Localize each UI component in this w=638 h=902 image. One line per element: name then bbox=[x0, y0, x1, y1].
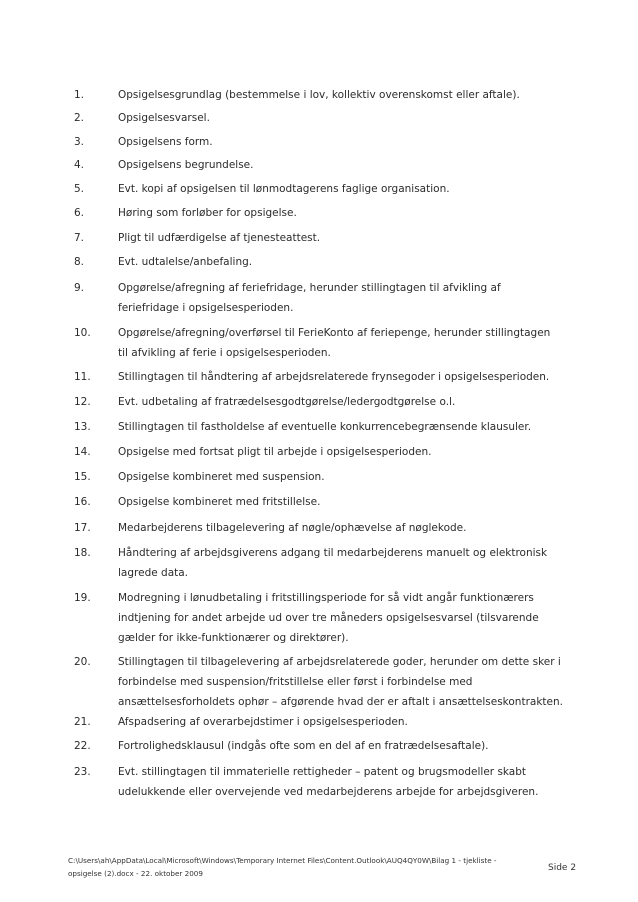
item-number: 10. bbox=[74, 327, 91, 339]
item-number: 3. bbox=[74, 136, 85, 148]
footer-document-name: opsigelse (2).docx - 22. oktober 2009 bbox=[68, 869, 203, 878]
item-number: 5. bbox=[74, 183, 85, 195]
item-text: Evt. stillingtagen til immaterielle rettigheder – patent og brugsmodeller skabt udelukkende eller overvejende ved medarbejderens arbejde for arbejdsgiveren. bbox=[118, 766, 539, 798]
item-number: 11. bbox=[74, 371, 91, 383]
item-text: Opsigelsesgrundlag (bestemmelse i lov, kollektiv overenskomst eller aftale). bbox=[118, 89, 520, 101]
item-text: Opsigelse med fortsat pligt til arbejde i opsigelsesperioden. bbox=[118, 446, 432, 458]
item-number: 20. bbox=[74, 656, 91, 668]
item-text: Opsigelse kombineret med fritstillelse. bbox=[118, 496, 321, 508]
item-number: 8. bbox=[74, 256, 85, 268]
item-text: Evt. udtalelse/anbefaling. bbox=[118, 256, 253, 268]
item-number: 21. bbox=[74, 716, 91, 728]
page-number: Side 2 bbox=[548, 863, 577, 873]
item-text: Pligt til udfærdigelse af tjenesteattest. bbox=[118, 232, 321, 244]
footer-file-path: C:\Users\ah\AppData\Local\Microsoft\Windows\Temporary Internet Files\Content.Outlook\AUQ4QY0W\Bilag 1 - tjekliste - bbox=[68, 856, 497, 865]
item-number: 18. bbox=[74, 547, 91, 559]
item-number: 4. bbox=[74, 159, 85, 171]
item-text: Opgørelse/afregning/overførsel til FerieKonto af feriepenge, herunder stillingtagen til afvikling af ferie i opsigelsesperioden. bbox=[118, 327, 551, 359]
item-text: Høring som forløber for opsigelse. bbox=[118, 207, 297, 219]
item-number: 9. bbox=[74, 282, 85, 294]
item-text: Fortrolighedsklausul (indgås ofte som en del af en fratrædelsesaftale). bbox=[118, 740, 489, 752]
item-text: Evt. kopi af opsigelsen til lønmodtagerens faglige organisation. bbox=[118, 183, 450, 195]
item-text: Opsigelsens begrundelse. bbox=[118, 159, 254, 171]
item-number: 13. bbox=[74, 421, 91, 433]
item-number: 17. bbox=[74, 522, 91, 534]
item-number: 16. bbox=[74, 496, 91, 508]
item-number: 23. bbox=[74, 766, 91, 778]
item-text: Stillingtagen til tilbagelevering af arbejdsrelaterede goder, herunder om dette sker i forbindelse med suspension/fritstillelse eller først i forbindelse med ansættelsesforholdets ophør – afgørende hvad der er aftalt i ansættelseskontrakten. bbox=[118, 656, 563, 708]
item-text: Håndtering af arbejdsgiverens adgang til medarbejderens manuelt og elektronisk lagrede data. bbox=[118, 547, 548, 579]
item-number: 22. bbox=[74, 740, 91, 752]
item-text: Afspadsering af overarbejdstimer i opsigelsesperioden. bbox=[118, 716, 408, 728]
item-number: 7. bbox=[74, 232, 85, 244]
item-text: Modregning i lønudbetaling i fritstillingsperiode for så vidt angår funktionærers indtjening for andet arbejde ud over tre måneders opsigelsesvarsel (tilsvarende gælder for ikke-funktionærer og direktører). bbox=[118, 592, 539, 644]
item-text: Medarbejderens tilbagelevering af nøgle/ophævelse af nøglekode. bbox=[118, 522, 467, 534]
item-number: 15. bbox=[74, 471, 91, 483]
item-text: Opsigelse kombineret med suspension. bbox=[118, 471, 325, 483]
item-text: Stillingtagen til håndtering af arbejdsrelaterede frynsegoder i opsigelsesperioden. bbox=[118, 371, 550, 383]
item-text: Opsigelsesvarsel. bbox=[118, 112, 210, 124]
item-number: 19. bbox=[74, 592, 91, 604]
item-number: 1. bbox=[74, 89, 85, 101]
item-number: 12. bbox=[74, 396, 91, 408]
item-number: 2. bbox=[74, 112, 85, 124]
item-text: Stillingtagen til fastholdelse af eventuelle konkurrencebegrænsende klausuler. bbox=[118, 421, 532, 433]
item-text: Opgørelse/afregning af feriefridage, herunder stillingtagen til afvikling af feriefridage i opsigelsesperioden. bbox=[118, 282, 501, 314]
item-text: Evt. udbetaling af fratrædelsesgodtgørelse/ledergodtgørelse o.l. bbox=[118, 396, 456, 408]
item-number: 6. bbox=[74, 207, 85, 219]
item-text: Opsigelsens form. bbox=[118, 136, 213, 148]
item-number: 14. bbox=[74, 446, 91, 458]
